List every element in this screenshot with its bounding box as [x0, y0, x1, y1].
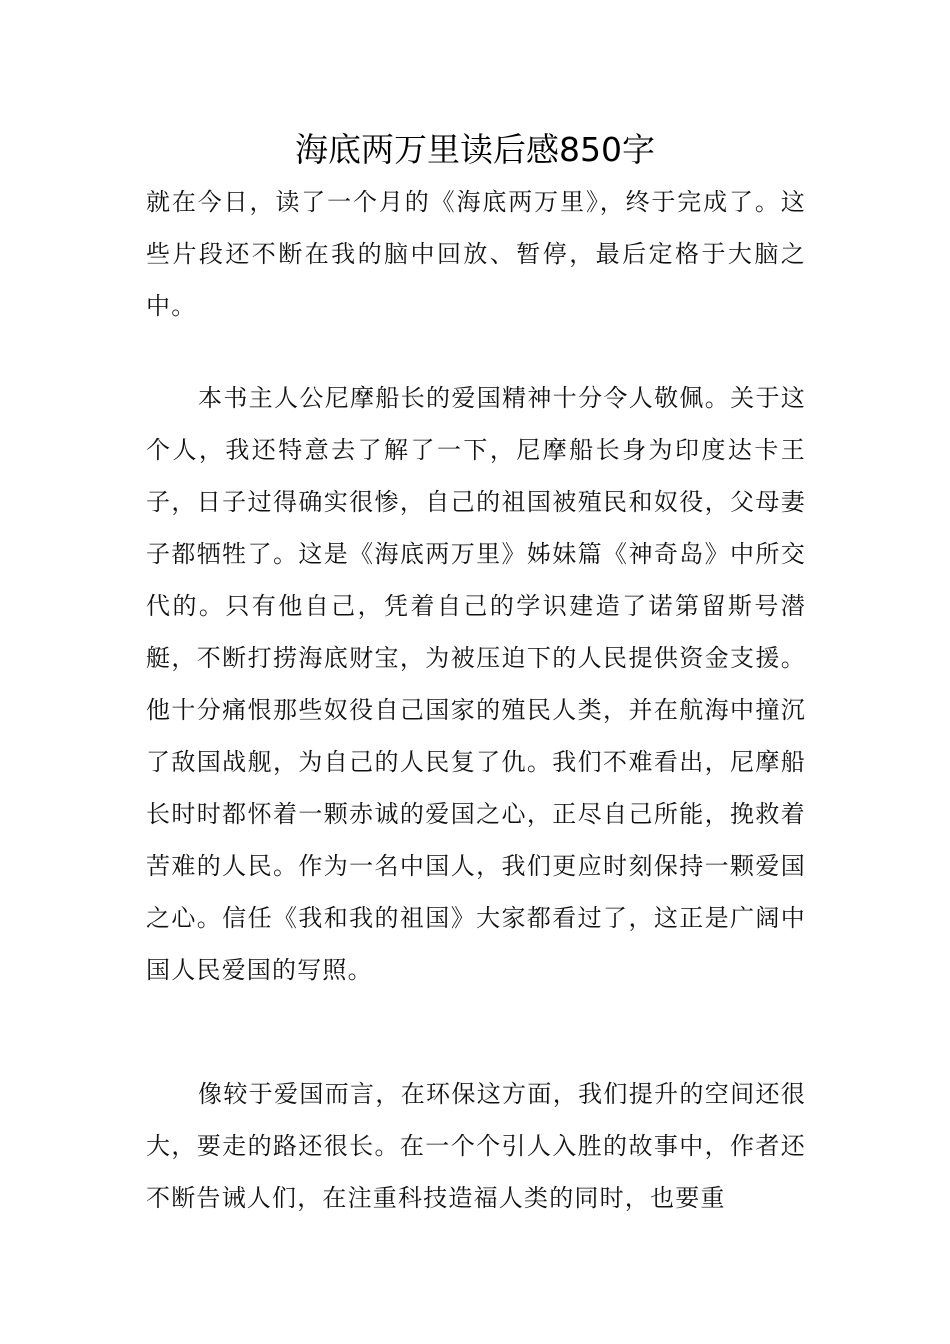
paragraph-2	[146, 372, 806, 996]
paragraph-text: 像较于爱国而言，在环保这方面，我们提升的空间还很大，要走的路还很长。在一个个引人入胜的故事中，作者还不断告诫人们，在注重科技造福人类的同时，也要重	[146, 1080, 806, 1212]
paragraph-1	[146, 176, 806, 332]
paragraph-text: 本书主人公尼摩船长的爱国精神十分令人敬佩。关于这个人，我还特意去了解了一下，尼摩船长身为印度达卡王子，日子过得确实很惨，自己的祖国被殖民和奴役，父母妻子都牺牲了。这是《海底两万里》姊妹篇《神奇岛》中所交代的。只有他自己，凭着自己的学识建造了诺第留斯号潜艇，不断打捞海底财宝，为被压迫下的人民提供资金支援。他十分痛恨那些奴役自己国家的殖民人类，并在航海中撞沉了敌国战舰，为自己的人民复了仇。我们不难看出，尼摩船长时时都怀着一颗赤诚的爱国之心，正尽自己所能，挽救着苦难的人民。作为一名中国人，我们更应时刻保持一颗爱国之心。信任《我和我的祖国》大家都看过了，这正是广阔中国人民爱国的写照。	[146, 384, 806, 984]
paragraph-text: 就在今日，读了一个月的《海底两万里》，终于完成了。这些片段还不断在我的脑中回放、暂停，最后定格于大脑之中。	[146, 188, 806, 320]
paragraph-3	[146, 1068, 806, 1224]
document-title: 海底两万里读后感850字	[295, 130, 655, 169]
